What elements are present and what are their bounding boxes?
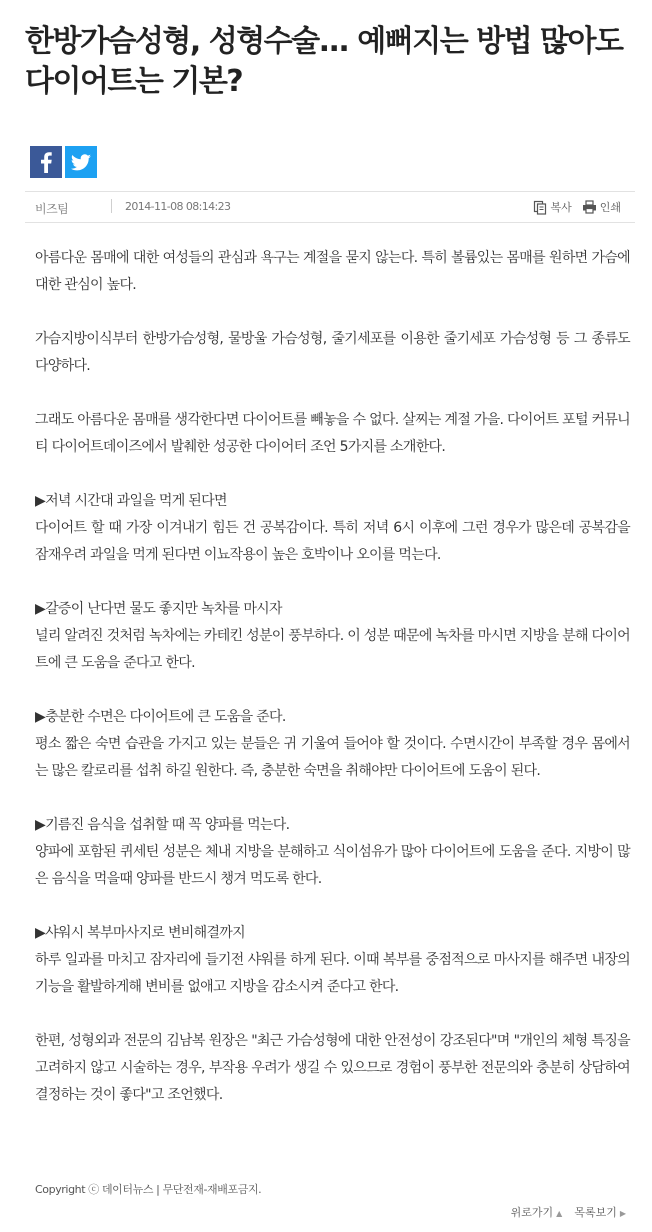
- tip-block: [35, 920, 630, 1001]
- tip-heading: ▶갈증이 난다면 물도 좋지만 녹차를 마시자: [35, 601, 282, 617]
- arrow-up-icon: ▲: [556, 1209, 563, 1218]
- tip-heading: ▶충분한 수면은 다이어트에 큰 도움을 준다.: [35, 709, 286, 725]
- list-view-label: 목록보기: [574, 1206, 617, 1219]
- body-paragraph: 그래도 아름다운 몸매를 생각한다면 다이어트를 빼놓을 수 없다. 살찌는 계절 가을. 다이어트 포털 커뮤니티 다이어트데이즈에서 발췌한 성공한 다이어터 조언 5가지를 소개한다.: [35, 412, 630, 455]
- copy-button[interactable]: [533, 199, 571, 215]
- tip-text: 널리 알려진 것처럼 녹차에는 카테킨 성분이 풍부하다. 이 성분 때문에 녹차를 마시면 지방을 분해 다이어트에 큰 도움을 준다고 한다.: [35, 628, 630, 671]
- facebook-icon: [30, 146, 62, 178]
- copy-label: 복사: [550, 201, 572, 214]
- tip-block: [35, 488, 630, 569]
- share-bar: [30, 146, 97, 178]
- twitter-share-button[interactable]: [65, 146, 97, 178]
- footer-nav: [511, 1204, 626, 1220]
- article-meta-bar: [25, 191, 635, 223]
- list-view-link[interactable]: [574, 1204, 626, 1220]
- print-icon: [582, 200, 597, 214]
- tip-block: [35, 596, 630, 677]
- tip-block: [35, 812, 630, 893]
- meta-actions: [533, 199, 621, 215]
- tip-text: 양파에 포함된 퀴세틴 성분은 체내 지방을 분해하고 식이섬유가 많아 다이어트에 도움을 준다. 지방이 많은 음식을 먹을때 양파를 반드시 챙겨 먹도록 한다.: [35, 844, 630, 887]
- back-to-top-label: 위로가기: [510, 1206, 554, 1219]
- tip-text: 평소 짧은 숙면 습관을 가지고 있는 분들은 귀 기울여 들어야 할 것이다. 수면시간이 부족할 경우 몸에서는 많은 칼로리를 섭취 하길 원한다. 즉, 충분한 숙면을 취해야만 다이어트에 도움이 된다.: [35, 736, 630, 779]
- tip-text: 하루 일과를 마치고 잠자리에 들기전 샤워를 하게 된다. 이때 복부를 중점적으로 마사지를 해주면 내장의 기능을 활발하게해 변비를 없애고 지방을 감소시켜 준다고 한다.: [35, 952, 630, 995]
- tip-text: 다이어트 할 때 가장 이겨내기 힘든 건 공복감이다. 특히 저녁 6시 이후에 그런 경우가 많은데 공복감을 잠재우려 과일을 먹게 된다면 이뇨작용이 높은 호박이나 오이를 먹는다.: [35, 520, 630, 563]
- tip-heading: ▶샤워시 복부마사지로 변비해결까지: [35, 925, 245, 941]
- facebook-share-button[interactable]: [30, 146, 62, 178]
- copyright-notice: Copyright ⓒ 데이터뉴스 | 무단전재-재배포금지.: [35, 1183, 262, 1196]
- copy-icon: [533, 200, 547, 215]
- tip-block: [35, 704, 630, 785]
- tip-heading: ▶저녁 시간대 과일을 먹게 된다면: [35, 493, 227, 509]
- article-body: [35, 245, 630, 1136]
- arrow-right-icon: ▶: [619, 1209, 626, 1218]
- article-date: 2014-11-08 08:14:23: [125, 200, 231, 213]
- body-paragraph: 아름다운 몸매에 대한 여성들의 관심과 욕구는 계절을 묻지 않는다. 특히 볼륨있는 몸매를 원하면 가슴에 대한 관심이 높다.: [35, 250, 630, 293]
- print-label: 인쇄: [599, 201, 621, 214]
- back-to-top-link[interactable]: [511, 1204, 563, 1220]
- article-title: 한방가슴성형, 성형수술... 예뻐지는 방법 많아도 다이어트는 기본?: [25, 24, 623, 99]
- body-paragraph: 가슴지방이식부터 한방가슴성형, 물방울 가슴성형, 줄기세포를 이용한 줄기세포 가슴성형 등 그 종류도 다양하다.: [35, 331, 630, 374]
- tip-heading: ▶기름진 음식을 섭취할 때 꼭 양파를 먹는다.: [35, 817, 290, 833]
- meta-divider: [111, 199, 112, 213]
- twitter-icon: [65, 146, 97, 178]
- body-paragraph: 한편, 성형외과 전문의 김남복 원장은 "최근 가슴성형에 대한 안전성이 강조된다"며 "개인의 체형 특징을 고려하지 않고 시술하는 경우, 부작용 우려가 생길 수 있으므로 경험이 풍부한 전문의와 충분히 상담하여 결정하는 것이 좋다"고 조언했다.: [35, 1033, 630, 1103]
- article-source: 비즈팀: [35, 202, 69, 216]
- print-button[interactable]: [582, 199, 621, 215]
